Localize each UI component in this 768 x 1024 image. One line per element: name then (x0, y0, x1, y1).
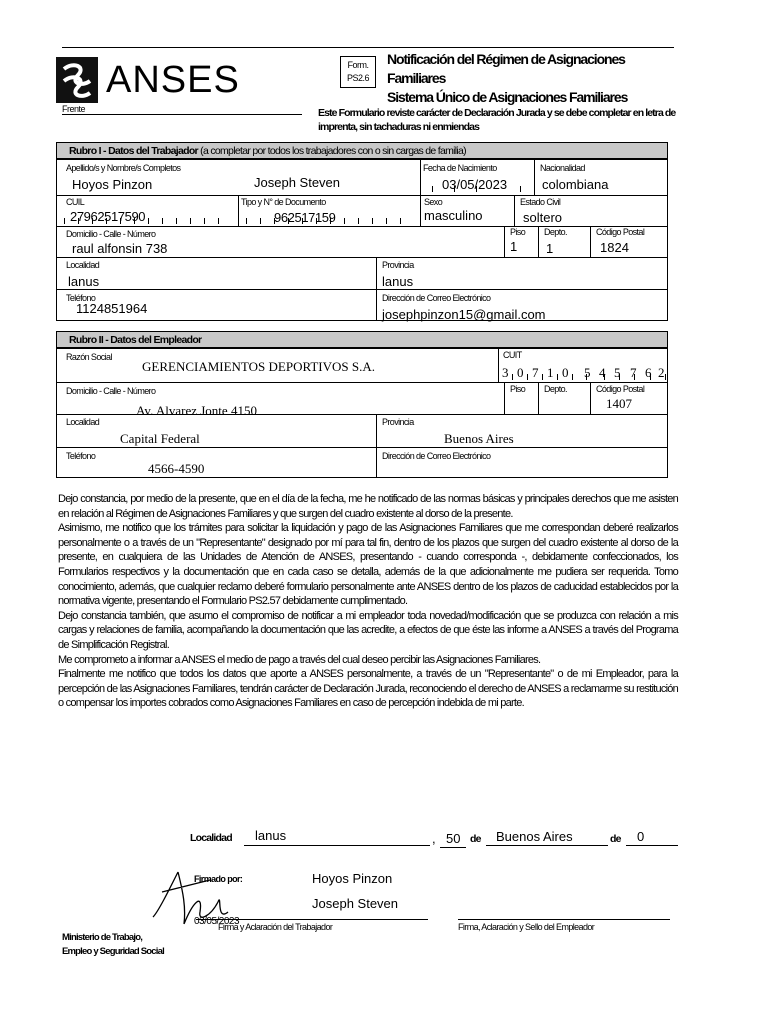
cuit-digit: 7 (532, 365, 539, 380)
title-line-3: Sistema Único de Asignaciones Familiares (387, 89, 628, 105)
cuit-digit: 3 (502, 365, 509, 380)
label-employer-province: Provincia (382, 417, 414, 427)
ministry-footer (62, 931, 164, 959)
label-razon: Razón Social (66, 352, 112, 362)
worker-email: josephpinzon15@gmail.com (382, 307, 546, 322)
label-locality: Localidad (66, 260, 100, 270)
sign-year: 0 (637, 829, 645, 844)
label-employer-locality: Localidad (66, 417, 100, 427)
label-civil: Estado Civil (520, 197, 561, 207)
employer-phone: 4566-4590 (148, 461, 205, 476)
firmado-por: Firmado por: (194, 874, 243, 884)
de-label-1: de (470, 833, 481, 845)
declaration-paragraph-5: Finalmente me notifico que todos los datos que aporte a ANSES personalmente, a través de un "Representante" o de mi Empleador, para la percepción de las Asignaciones Familiares, tendrán carácter de Declaración Jurada, reconociendo el derecho de ANSES a reclamarme su restitución o compensar los importes cobrados como Asignaciones Familiares en caso de percepción indebida de mi parte. (58, 668, 678, 710)
label-address: Domicilio - Calle - Número (66, 229, 156, 239)
cuit-digit: 6 (645, 365, 652, 380)
sign-month: Buenos Aires (496, 829, 573, 844)
cuit-digit: 5 (614, 365, 621, 380)
title-line-2: Familiares (387, 70, 446, 86)
sign-day: 50 (446, 831, 461, 846)
label-employer-floor: Piso (510, 384, 526, 394)
worker-nationality: colombiana (542, 177, 609, 192)
page-title (387, 50, 687, 107)
declaration-paragraph-3: Dejo constancia también, que asumo el compromiso de notificar a mi empleador toda novedad/modificación que se produzca con relación a mis cargas y relaciones de familia, acompañando la documentación que las acredite, a efectos de que éste las informe a ANSES a través del Programa de Simplificación Registral. (58, 609, 678, 651)
employer-address: Av. Alvarez Jonte 4150 (136, 403, 257, 418)
localidad-label: Localidad (190, 832, 232, 844)
comma: , (432, 831, 436, 846)
cuit-ticks (512, 372, 668, 380)
worker-sex: masculino (424, 208, 483, 223)
form-code: PS2.6 (346, 73, 370, 83)
form-label: Form. (347, 60, 369, 70)
declaration-paragraph-2: Asimismo, me notifico que los trámites para solicitar la liquidación y pago de las Asignaciones Familiares que me correspondan deberé realizarlos personalmente o a través de un "Representante" designado por mí para tal fin, dentro de los plazos que surgen del cuadro existente al dorso de la presente, en cualquiera de las Unidades de Atención de ANSES, presentando - cuando corresponda -, debidamente confeccionados, los Formularios respectivos y la documentación que en cada caso se detalla, además de la que adicionalmente me pudiera ser requerida. Tomo conocimiento, además, que cualquier reclamo deberé formulario personalmente ante ANSES dentro de los plazos de caducidad establecidos por la normativa vigente, presentando el Formulario PS2.57 debidamente cumplimentado. (58, 522, 678, 608)
birth-ticks (432, 184, 522, 192)
ministry-line-1: Ministerio de Trabajo, (62, 932, 143, 943)
rubro1-title: Rubro I - Datos del Trabajador (69, 145, 198, 157)
declaration-paragraph-4: Me comprometo a informar a ANSES el medio de pago a través del cual deseo percibir las Asignaciones Familiares. (58, 653, 541, 666)
label-doc: Tipo y N° de Documento (241, 197, 326, 207)
ministry-line-2: Empleo y Seguridad Social (62, 946, 164, 957)
cuit-digit: 4 (599, 365, 606, 380)
title-line-1: Notificación del Régimen de Asignaciones (387, 51, 625, 67)
label-nationality: Nacionalidad (540, 163, 585, 173)
employer-province: Buenos Aires (444, 431, 514, 446)
rubro2-title: Rubro II - Datos del Empleador (69, 334, 202, 346)
label-phone: Teléfono (66, 293, 96, 303)
header-top-line (62, 47, 674, 48)
worker-civil: soltero (523, 210, 563, 225)
declaration-text (58, 492, 678, 711)
frente-label: Frente (62, 104, 86, 114)
label-postal: Código Postal (596, 227, 645, 237)
label-dept: Depto. (544, 227, 567, 237)
worker-postal: 1824 (600, 240, 629, 255)
de-label-2: de (610, 833, 621, 845)
worker-firstname: Joseph Steven (254, 175, 341, 190)
label-sex: Sexo (424, 197, 443, 207)
declaration-paragraph-1: Dejo constancia, por medio de la presente, que en el día de la fecha, me he notificado de las normas básicas y principales derechos que me asisten en relación al Régimen de Asignaciones Familiares y que surgen del cuadro existente al dorso de la presente. (58, 493, 678, 520)
doc-ticks (246, 216, 416, 224)
worker-address: raul alfonsin 738 (72, 241, 168, 256)
label-email: Dirección de Correo Electrónico (382, 293, 491, 303)
label-employer-email: Dirección de Correo Electrónico (382, 451, 491, 461)
worker-floor: 1 (510, 239, 518, 254)
label-employer-dept: Depto. (544, 384, 567, 394)
worker-dept: 1 (546, 241, 554, 256)
worker-phone: 1124851964 (76, 301, 148, 316)
label-birth: Fecha de Nacimiento (423, 163, 497, 173)
anses-logo-text: ANSES (106, 59, 240, 101)
anses-logo (56, 55, 308, 105)
worker-doc: 962517159 (274, 210, 336, 225)
anses-logo-icon (56, 57, 98, 103)
label-employer-phone: Teléfono (66, 451, 96, 461)
label-name: Apellido/s y Nombre/s Completos (66, 163, 181, 173)
worker-province: lanus (382, 274, 414, 289)
employer-signature-label: Firma, Aclaración y Sello del Empleador (458, 922, 595, 932)
label-employer-address: Domicilio - Calle - Número (66, 386, 156, 396)
rubro1-header (56, 142, 668, 159)
worker-birth: 03/05/2023 (442, 177, 508, 192)
label-province: Provincia (382, 260, 414, 270)
cuit-digit: 0 (517, 365, 524, 380)
label-floor: Piso (510, 227, 526, 237)
cuit-digit: 2 (658, 365, 665, 380)
employer-razon: GERENCIAMIENTOS DEPORTIVOS S.A. (142, 359, 375, 374)
label-cuit: CUIT (503, 350, 522, 360)
instructions-text: Este Formulario reviste carácter de Declaración Jurada y se debe completar en letra de imprenta, sin tachaduras ni enmiendas (318, 107, 676, 133)
form-code-box (340, 56, 376, 88)
worker-surname: Hoyos Pinzon (72, 177, 153, 192)
cuit-digit: 0 (562, 365, 569, 380)
label-cuil: CUIL (66, 197, 85, 207)
frente-line (62, 114, 302, 115)
signer-surname: Hoyos Pinzon (312, 871, 393, 886)
cuit-digit: 7 (630, 365, 637, 380)
worker-locality: lanus (68, 274, 100, 289)
cuit-digit: 1 (547, 365, 554, 380)
employer-postal: 1407 (606, 396, 632, 411)
sign-date: 03/05/2023 (194, 916, 240, 927)
signer-name: Joseph Steven (312, 896, 399, 911)
worker-signature-label: Firma y Aclaración del Trabajador (218, 922, 333, 932)
rubro2-header (56, 331, 668, 348)
worker-cuil: 27962517590 (70, 209, 146, 224)
cuil-ticks (64, 216, 236, 224)
label-employer-postal: Código Postal (596, 384, 645, 394)
employer-locality: Capital Federal (120, 431, 200, 446)
sign-locality: lanus (255, 828, 287, 843)
cuit-digit: 5 (584, 365, 591, 380)
rubro1-subtitle: (a completar por todos los trabajadores con o sin cargas de familia) (200, 145, 466, 157)
